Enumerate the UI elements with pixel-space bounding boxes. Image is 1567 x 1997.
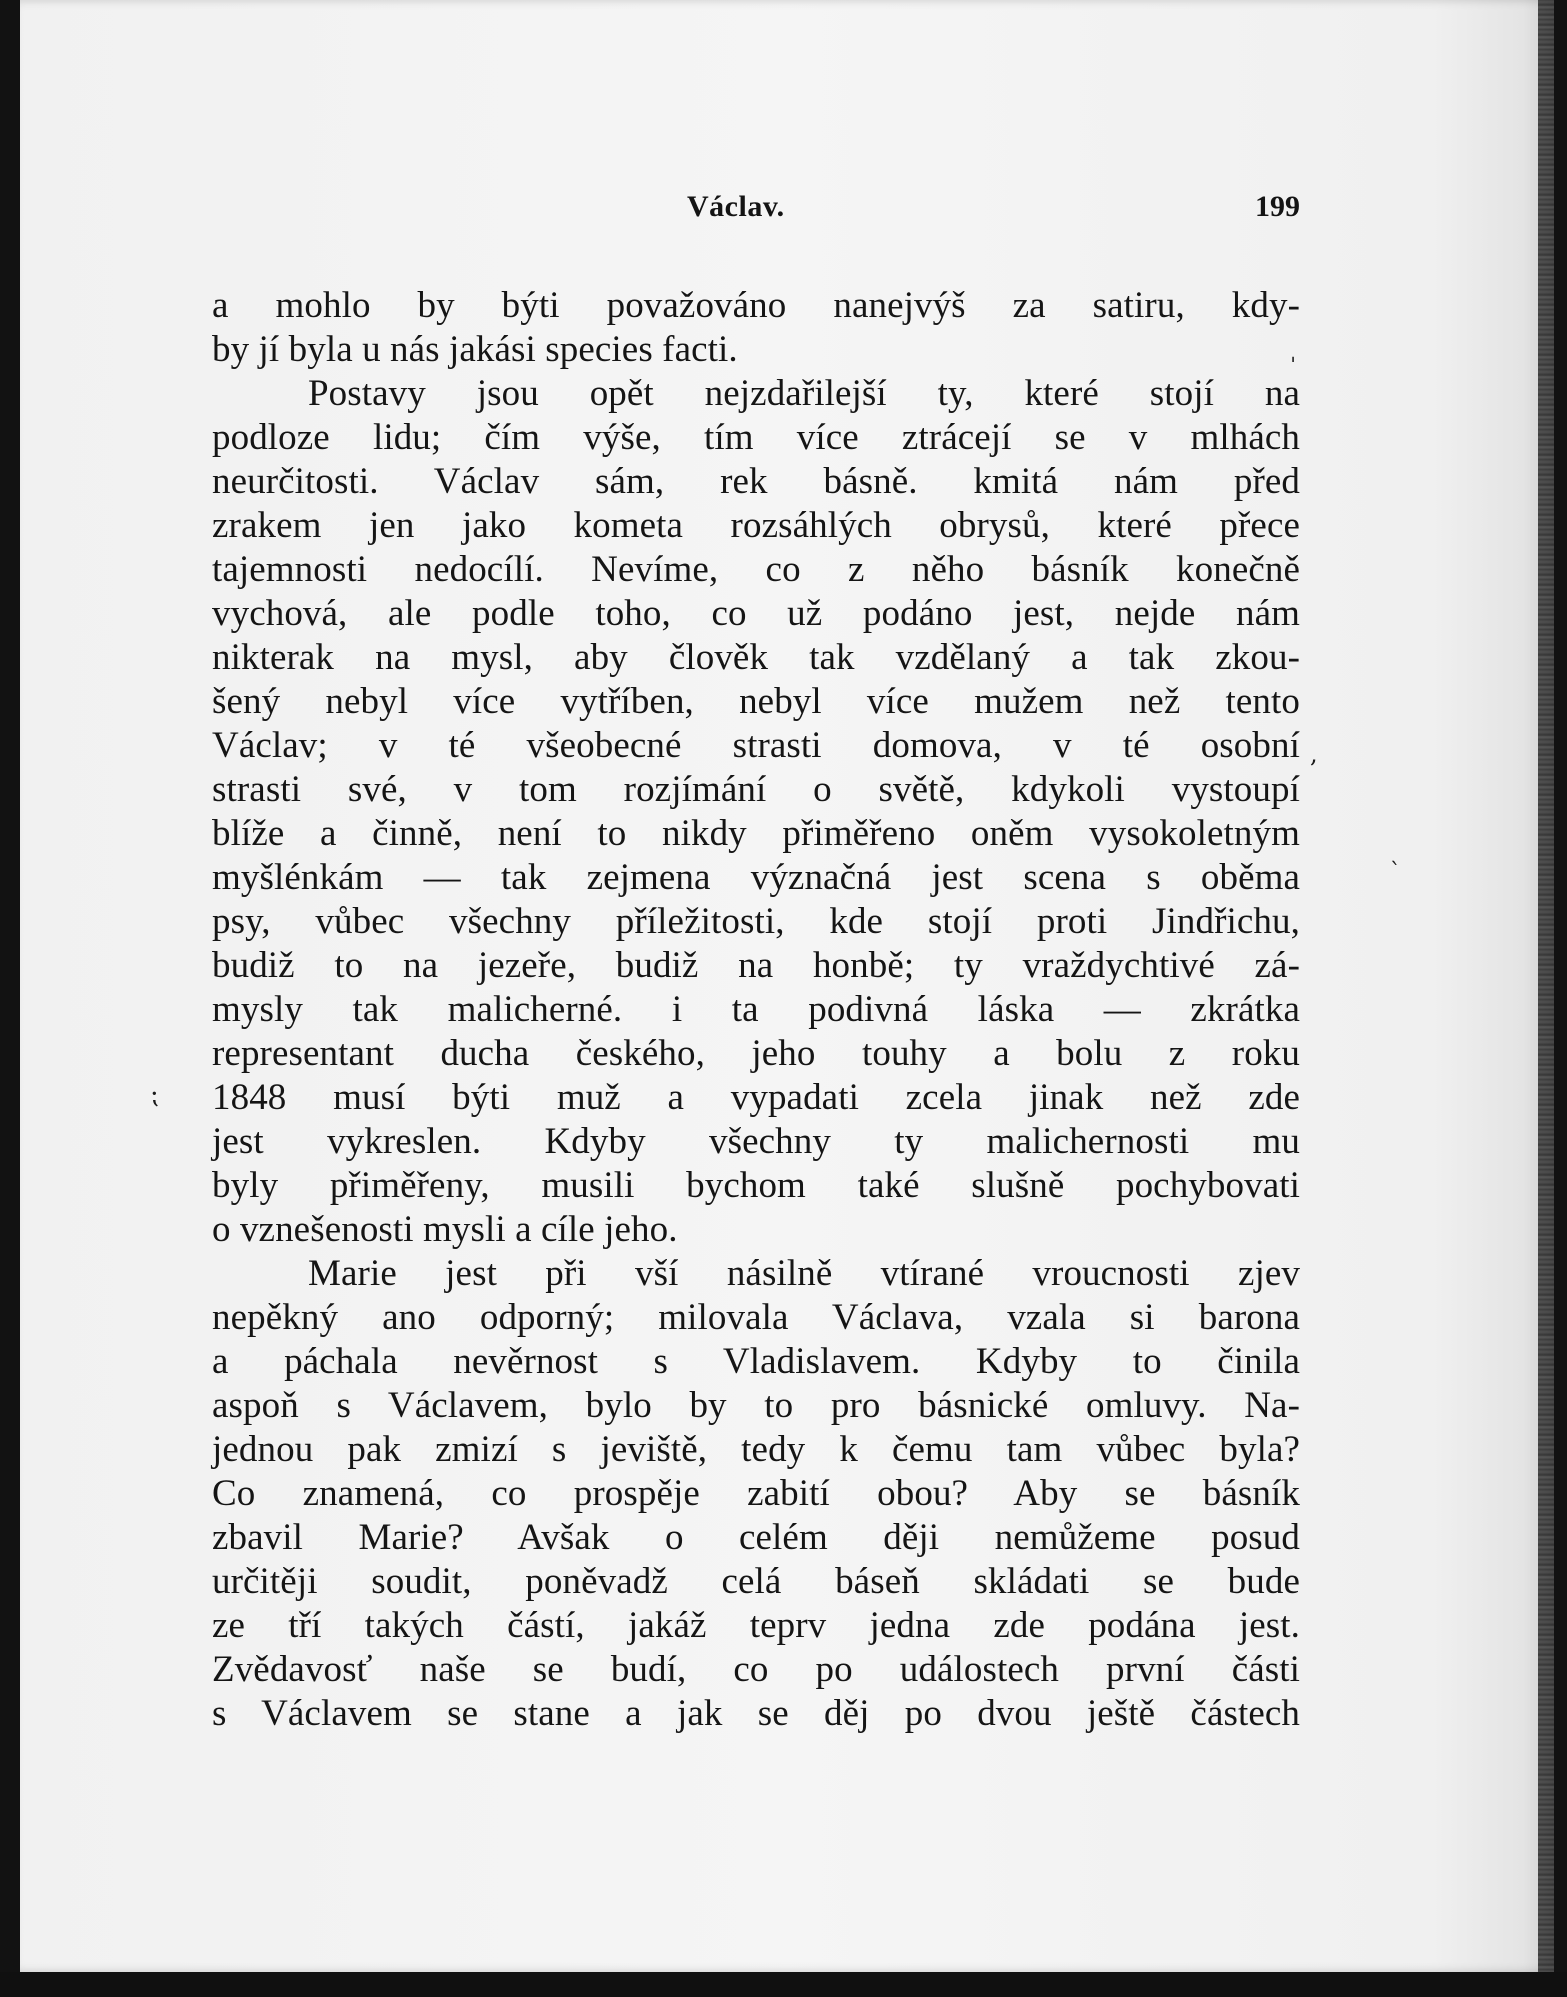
scan-speck: ⁏ [150,1080,159,1110]
text-line: Zvědavosť naše se budí, co po událostech první části [212,1649,1300,1690]
text-line: tajemnosti nedocílí. Nevíme, co z něho básník konečně [212,549,1300,590]
text-line: vychová, ale podle toho, co už podáno jest, nejde nám [212,593,1300,634]
text-line: nikterak na mysl, aby člověk tak vzdělaný a tak zkou- [212,637,1300,678]
text-line: a páchala nevěrnost s Vladislavem. Kdyby to činila [212,1341,1300,1382]
scan-speck: , [1310,740,1318,768]
text-line: mysly tak malicherné. i ta podivná láska — zkrátka [212,989,1300,1030]
text-line: šený nebyl více vytříben, nebyl více mužem než tento [212,681,1300,722]
paper-sheet [20,0,1554,1972]
text-line: by jí byla u nás jakási species facti. [212,329,738,370]
text-line: blíže a činně, není to nikdy přiměřeno oněm vysokoletným [212,813,1300,854]
page-number: 199 [1255,190,1300,223]
text-line: psy, vůbec všechny příležitosti, kde stojí proti Jindřichu, [212,901,1300,942]
text-line: zbavil Marie? Avšak o celém ději nemůžeme posud [212,1517,1300,1558]
scan-border [0,1972,1567,1997]
text-line: ze tří takých částí, jakáž teprv jedna zde podána jest. [212,1605,1300,1646]
scan-speck: ˌ [1290,340,1297,365]
text-line: s Václavem se stane a jak se děj po dvou ještě částech [212,1693,1300,1734]
text-line: zrakem jen jako kometa rozsáhlých obrysů, které přece [212,505,1300,546]
text-line: representant ducha českého, jeho touhy a bolu z roku [212,1033,1300,1074]
text-line: strasti své, v tom rozjímání o světě, kdykoli vystoupí [212,769,1300,810]
scan-speck: ˋ [1390,860,1401,885]
page-edge [1538,0,1554,1972]
text-line: Marie jest při vší násilně vtírané vroucnosti zjev [308,1253,1300,1294]
text-line: Postavy jsou opět nejzdařilejší ty, které stojí na [308,373,1300,414]
text-line: budiž to na jezeře, budiž na honbě; ty vraždychtivé zá- [212,945,1300,986]
body-text [212,284,1300,1736]
running-title: Václav. [687,190,785,223]
text-line: o vznešenosti mysli a cíle jeho. [212,1209,678,1250]
text-line: Co znamená, co prospěje zabití obou? Aby se básník [212,1473,1300,1514]
text-line: jest vykreslen. Kdyby všechny ty malichernosti mu [212,1121,1300,1162]
text-line: určitěji soudit, poněvadž celá báseň skládati se bude [212,1561,1300,1602]
text-line: byly přiměřeny, musili bychom také slušně pochybovati [212,1165,1300,1206]
text-line: jednou pak zmizí s jeviště, tedy k čemu tam vůbec byla? [212,1429,1300,1470]
text-line: a mohlo by býti považováno nanejvýš za satiru, kdy- [212,285,1300,326]
page-header [212,190,1300,234]
text-line: 1848 musí býti muž a vypadati zcela jinak než zde [212,1077,1300,1118]
text-line: podloze lidu; čím výše, tím více ztrácejí se v mlhách [212,417,1300,458]
text-line: aspoň s Václavem, bylo by to pro básnické omluvy. Na- [212,1385,1300,1426]
text-line: myšlénkám — tak zejmena význačná jest scena s oběma [212,857,1300,898]
text-line: nepěkný ano odporný; milovala Václava, vzala si barona [212,1297,1300,1338]
text-line: neurčitosti. Václav sám, rek básně. kmitá nám před [212,461,1300,502]
text-line: Václav; v té všeobecné strasti domova, v té osobní [212,725,1300,766]
